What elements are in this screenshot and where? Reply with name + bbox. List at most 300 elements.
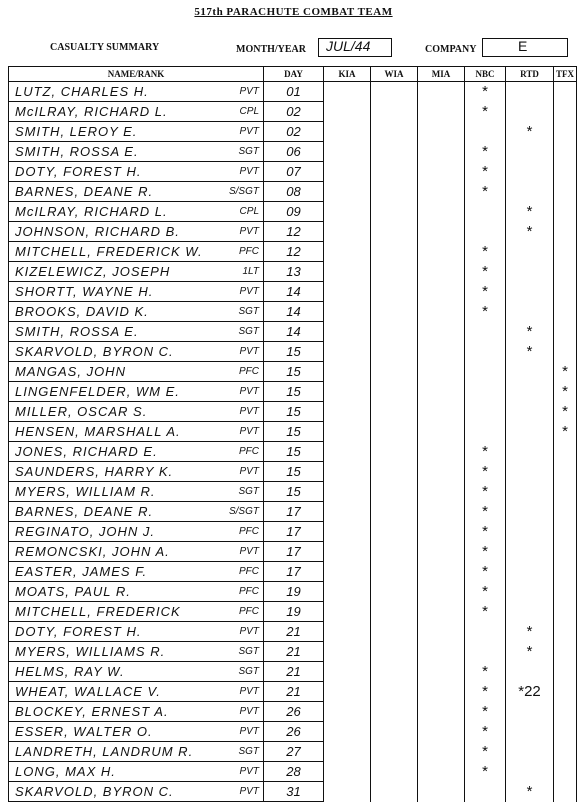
name-cell	[9, 702, 264, 722]
tfx-cell	[554, 122, 577, 142]
mia-cell	[418, 782, 465, 802]
mia-cell	[418, 502, 465, 522]
nbc-cell	[465, 382, 506, 402]
tfx-cell	[554, 562, 577, 582]
mia-cell	[418, 582, 465, 602]
table-row	[9, 742, 577, 762]
soldier-rank: PVT	[239, 86, 259, 97]
kia-cell	[324, 702, 371, 722]
rtd-cell	[506, 162, 554, 182]
rtd-cell	[506, 242, 554, 262]
soldier-rank: PVT	[239, 286, 259, 297]
soldier-name: REGINATO, JOHN J.	[15, 524, 156, 539]
kia-cell	[324, 322, 371, 342]
table-row	[9, 782, 577, 802]
rtd-cell	[506, 722, 554, 742]
tfx-cell	[554, 282, 577, 302]
kia-cell	[324, 182, 371, 202]
kia-cell	[324, 122, 371, 142]
mia-cell	[418, 122, 465, 142]
nbc-cell: *	[465, 722, 506, 742]
tfx-cell	[554, 342, 577, 362]
soldier-name: EASTER, JAMES F.	[15, 564, 148, 579]
kia-cell	[324, 142, 371, 162]
soldier-name: BROOKS, DAVID K.	[15, 304, 149, 319]
table-row	[9, 662, 577, 682]
wia-cell	[371, 622, 418, 642]
table-row	[9, 342, 577, 362]
soldier-name: BLOCKEY, ERNEST A.	[15, 704, 169, 719]
wia-cell	[371, 162, 418, 182]
soldier-rank: PVT	[239, 726, 259, 737]
wia-cell	[371, 282, 418, 302]
soldier-name: REMONCSKI, JOHN A.	[15, 544, 170, 559]
soldier-rank: SGT	[238, 486, 259, 497]
day-cell: 15	[264, 442, 324, 462]
soldier-name: SKARVOLD, BYRON C.	[15, 344, 174, 359]
name-cell	[9, 542, 264, 562]
name-cell	[9, 102, 264, 122]
kia-cell	[324, 302, 371, 322]
day-cell: 17	[264, 522, 324, 542]
col-nbc: NBC	[465, 67, 506, 82]
kia-cell	[324, 382, 371, 402]
rtd-cell	[506, 522, 554, 542]
table-row	[9, 102, 577, 122]
soldier-rank: S/SGT	[228, 506, 259, 517]
rtd-cell	[506, 102, 554, 122]
nbc-cell: *	[465, 302, 506, 322]
day-cell: 17	[264, 562, 324, 582]
tfx-cell	[554, 302, 577, 322]
kia-cell	[324, 262, 371, 282]
rtd-cell	[506, 422, 554, 442]
soldier-rank: CPL	[239, 106, 259, 117]
day-cell: 15	[264, 462, 324, 482]
soldier-rank: SGT	[238, 326, 259, 337]
rtd-cell	[506, 702, 554, 722]
rtd-cell: *	[506, 202, 554, 222]
day-cell: 17	[264, 502, 324, 522]
wia-cell	[371, 542, 418, 562]
wia-cell	[371, 82, 418, 102]
soldier-name: HENSEN, MARSHALL A.	[15, 424, 181, 439]
mia-cell	[418, 322, 465, 342]
col-kia: KIA	[324, 67, 371, 82]
soldier-name: KIZELEWICZ, JOSEPH	[15, 264, 171, 279]
kia-cell	[324, 242, 371, 262]
rtd-cell	[506, 742, 554, 762]
name-cell	[9, 642, 264, 662]
wia-cell	[371, 382, 418, 402]
soldier-rank: PVT	[239, 346, 259, 357]
day-cell: 19	[264, 602, 324, 622]
soldier-name: SMITH, ROSSA E.	[15, 144, 139, 159]
tfx-cell	[554, 622, 577, 642]
form-title: 517th PARACHUTE COMBAT TEAM	[194, 6, 393, 18]
name-cell	[9, 502, 264, 522]
tfx-cell	[554, 542, 577, 562]
day-cell: 15	[264, 362, 324, 382]
table-row	[9, 142, 577, 162]
wia-cell	[371, 662, 418, 682]
kia-cell	[324, 602, 371, 622]
table-row	[9, 382, 577, 402]
soldier-name: McILRAY, RICHARD L.	[15, 204, 168, 219]
table-row	[9, 182, 577, 202]
nbc-cell: *	[465, 762, 506, 782]
nbc-cell: *	[465, 182, 506, 202]
day-cell: 12	[264, 242, 324, 262]
table-row	[9, 722, 577, 742]
kia-cell	[324, 582, 371, 602]
soldier-name: SAUNDERS, HARRY K.	[15, 464, 174, 479]
kia-cell	[324, 502, 371, 522]
day-cell: 01	[264, 82, 324, 102]
kia-cell	[324, 422, 371, 442]
soldier-name: BARNES, DEANE R.	[15, 504, 154, 519]
soldier-rank: PVT	[239, 706, 259, 717]
soldier-name: MANGAS, JOHN	[15, 364, 126, 379]
day-cell: 28	[264, 762, 324, 782]
soldier-rank: PVT	[239, 426, 259, 437]
day-cell: 12	[264, 222, 324, 242]
kia-cell	[324, 202, 371, 222]
kia-cell	[324, 102, 371, 122]
name-cell	[9, 202, 264, 222]
kia-cell	[324, 622, 371, 642]
mia-cell	[418, 682, 465, 702]
day-cell: 19	[264, 582, 324, 602]
soldier-rank: PFC	[239, 366, 259, 377]
table-row	[9, 642, 577, 662]
wia-cell	[371, 442, 418, 462]
name-cell	[9, 742, 264, 762]
nbc-cell: *	[465, 542, 506, 562]
mia-cell	[418, 182, 465, 202]
name-cell	[9, 262, 264, 282]
wia-cell	[371, 682, 418, 702]
tfx-cell	[554, 682, 577, 702]
kia-cell	[324, 662, 371, 682]
kia-cell	[324, 782, 371, 802]
tfx-cell	[554, 762, 577, 782]
col-day: DAY	[264, 67, 324, 82]
rtd-cell	[506, 182, 554, 202]
col-tfx: TFX	[554, 67, 577, 82]
kia-cell	[324, 762, 371, 782]
wia-cell	[371, 562, 418, 582]
rtd-cell: *	[506, 342, 554, 362]
kia-cell	[324, 742, 371, 762]
soldier-rank: SGT	[238, 146, 259, 157]
soldier-rank: SGT	[238, 306, 259, 317]
wia-cell	[371, 502, 418, 522]
kia-cell	[324, 562, 371, 582]
mia-cell	[418, 722, 465, 742]
wia-cell	[371, 522, 418, 542]
casualty-table	[8, 66, 577, 802]
nbc-cell: *	[465, 522, 506, 542]
day-cell: 21	[264, 622, 324, 642]
day-cell: 21	[264, 642, 324, 662]
name-cell	[9, 602, 264, 622]
soldier-name: BARNES, DEANE R.	[15, 184, 154, 199]
wia-cell	[371, 362, 418, 382]
soldier-rank: PVT	[239, 686, 259, 697]
rtd-cell	[506, 82, 554, 102]
name-cell	[9, 162, 264, 182]
soldier-name: SKARVOLD, BYRON C.	[15, 784, 174, 799]
soldier-rank: PFC	[239, 246, 259, 257]
wia-cell	[371, 582, 418, 602]
rtd-cell: *	[506, 222, 554, 242]
mia-cell	[418, 282, 465, 302]
rtd-cell: *	[506, 622, 554, 642]
rtd-cell	[506, 762, 554, 782]
mia-cell	[418, 522, 465, 542]
name-cell	[9, 522, 264, 542]
rtd-cell: *	[506, 782, 554, 802]
day-cell: 15	[264, 482, 324, 502]
day-cell: 13	[264, 262, 324, 282]
soldier-rank: PVT	[239, 386, 259, 397]
name-cell	[9, 422, 264, 442]
kia-cell	[324, 82, 371, 102]
soldier-name: MYERS, WILLIAMS R.	[15, 644, 166, 659]
col-wia: WIA	[371, 67, 418, 82]
day-cell: 14	[264, 282, 324, 302]
soldier-name: MYERS, WILLIAM R.	[15, 484, 156, 499]
name-cell	[9, 182, 264, 202]
kia-cell	[324, 682, 371, 702]
table-row	[9, 222, 577, 242]
mia-cell	[418, 102, 465, 122]
soldier-rank: PFC	[239, 566, 259, 577]
day-cell: 14	[264, 302, 324, 322]
wia-cell	[371, 142, 418, 162]
name-cell	[9, 142, 264, 162]
nbc-cell: *	[465, 562, 506, 582]
mia-cell	[418, 742, 465, 762]
mia-cell	[418, 302, 465, 322]
soldier-rank: PVT	[239, 786, 259, 797]
tfx-cell	[554, 442, 577, 462]
soldier-rank: SGT	[238, 646, 259, 657]
mia-cell	[418, 762, 465, 782]
nbc-cell	[465, 642, 506, 662]
soldier-rank: PFC	[239, 586, 259, 597]
table-row	[9, 682, 577, 702]
mia-cell	[418, 482, 465, 502]
nbc-cell: *	[465, 602, 506, 622]
kia-cell	[324, 482, 371, 502]
table-row	[9, 482, 577, 502]
day-cell: 31	[264, 782, 324, 802]
nbc-cell: *	[465, 282, 506, 302]
kia-cell	[324, 362, 371, 382]
wia-cell	[371, 482, 418, 502]
name-cell	[9, 682, 264, 702]
table-row	[9, 202, 577, 222]
tfx-cell	[554, 142, 577, 162]
tfx-cell: *	[554, 382, 577, 402]
day-cell: 21	[264, 682, 324, 702]
soldier-rank: 1LT	[242, 266, 259, 277]
table-row	[9, 582, 577, 602]
name-cell	[9, 562, 264, 582]
mia-cell	[418, 422, 465, 442]
day-cell: 07	[264, 162, 324, 182]
day-cell: 15	[264, 342, 324, 362]
table-header-row	[9, 67, 577, 82]
nbc-cell: *	[465, 442, 506, 462]
nbc-cell: *	[465, 482, 506, 502]
day-cell: 26	[264, 702, 324, 722]
name-cell	[9, 362, 264, 382]
name-cell	[9, 722, 264, 742]
wia-cell	[371, 702, 418, 722]
tfx-cell	[554, 462, 577, 482]
soldier-name: MILLER, OSCAR S.	[15, 404, 148, 419]
table-row	[9, 242, 577, 262]
tfx-cell	[554, 482, 577, 502]
day-cell: 14	[264, 322, 324, 342]
tfx-cell	[554, 702, 577, 722]
wia-cell	[371, 302, 418, 322]
company-value: E	[518, 38, 528, 54]
table-row	[9, 402, 577, 422]
soldier-name: MOATS, PAUL R.	[15, 584, 131, 599]
nbc-cell: *	[465, 702, 506, 722]
wia-cell	[371, 182, 418, 202]
rtd-cell	[506, 502, 554, 522]
kia-cell	[324, 462, 371, 482]
rtd-cell	[506, 482, 554, 502]
rtd-cell	[506, 402, 554, 422]
tfx-cell	[554, 582, 577, 602]
nbc-cell: *	[465, 102, 506, 122]
kia-cell	[324, 282, 371, 302]
mia-cell	[418, 462, 465, 482]
table-row	[9, 322, 577, 342]
day-cell: 09	[264, 202, 324, 222]
nbc-cell	[465, 622, 506, 642]
wia-cell	[371, 782, 418, 802]
nbc-cell: *	[465, 262, 506, 282]
nbc-cell: *	[465, 742, 506, 762]
nbc-cell	[465, 362, 506, 382]
table-row	[9, 122, 577, 142]
mia-cell	[418, 662, 465, 682]
name-cell	[9, 382, 264, 402]
rtd-cell: *	[506, 322, 554, 342]
day-cell: 26	[264, 722, 324, 742]
kia-cell	[324, 162, 371, 182]
tfx-cell	[554, 782, 577, 802]
soldier-rank: PFC	[239, 446, 259, 457]
tfx-cell	[554, 642, 577, 662]
soldier-rank: PVT	[239, 166, 259, 177]
soldier-name: WHEAT, WALLACE V.	[15, 684, 161, 699]
kia-cell	[324, 222, 371, 242]
wia-cell	[371, 102, 418, 122]
soldier-rank: CPL	[239, 206, 259, 217]
table-row	[9, 602, 577, 622]
tfx-cell	[554, 502, 577, 522]
soldier-name: SMITH, ROSSA E.	[15, 324, 139, 339]
soldier-rank: PVT	[239, 626, 259, 637]
nbc-cell	[465, 322, 506, 342]
wia-cell	[371, 342, 418, 362]
table-row	[9, 762, 577, 782]
table-row	[9, 462, 577, 482]
company-label: COMPANY	[425, 44, 477, 55]
name-cell	[9, 322, 264, 342]
name-cell	[9, 582, 264, 602]
rtd-cell: *	[506, 122, 554, 142]
nbc-cell: *	[465, 582, 506, 602]
mia-cell	[418, 342, 465, 362]
mia-cell	[418, 222, 465, 242]
soldier-rank: PVT	[239, 406, 259, 417]
nbc-cell: *	[465, 142, 506, 162]
mia-cell	[418, 622, 465, 642]
nbc-cell	[465, 122, 506, 142]
name-cell	[9, 242, 264, 262]
soldier-rank: PVT	[239, 226, 259, 237]
name-cell	[9, 462, 264, 482]
table-row	[9, 162, 577, 182]
soldier-rank: PVT	[239, 126, 259, 137]
soldier-rank: PFC	[239, 606, 259, 617]
soldier-rank: PFC	[239, 526, 259, 537]
mia-cell	[418, 242, 465, 262]
wia-cell	[371, 322, 418, 342]
mia-cell	[418, 442, 465, 462]
wia-cell	[371, 222, 418, 242]
kia-cell	[324, 722, 371, 742]
mia-cell	[418, 402, 465, 422]
soldier-name: DOTY, FOREST H.	[15, 624, 142, 639]
mia-cell	[418, 562, 465, 582]
name-cell	[9, 282, 264, 302]
month-year-value: JUL/44	[326, 38, 371, 54]
table-row	[9, 622, 577, 642]
rtd-cell	[506, 362, 554, 382]
tfx-cell	[554, 602, 577, 622]
nbc-cell	[465, 782, 506, 802]
soldier-name: LANDRETH, LANDRUM R.	[15, 744, 194, 759]
name-cell	[9, 442, 264, 462]
rtd-cell	[506, 282, 554, 302]
nbc-cell: *	[465, 502, 506, 522]
kia-cell	[324, 442, 371, 462]
tfx-cell	[554, 102, 577, 122]
mia-cell	[418, 82, 465, 102]
name-cell	[9, 402, 264, 422]
mia-cell	[418, 162, 465, 182]
rtd-cell	[506, 382, 554, 402]
table-row	[9, 82, 577, 102]
soldier-rank: S/SGT	[228, 186, 259, 197]
name-cell	[9, 662, 264, 682]
wia-cell	[371, 722, 418, 742]
table-row	[9, 282, 577, 302]
table-row	[9, 362, 577, 382]
wia-cell	[371, 422, 418, 442]
table-row	[9, 562, 577, 582]
